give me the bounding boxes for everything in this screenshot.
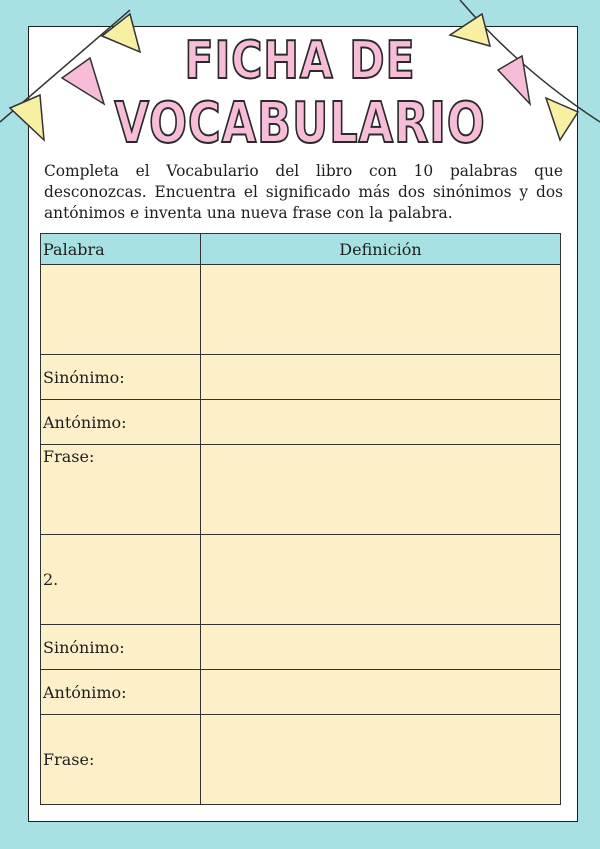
synonym-label-cell[interactable]: Sinónimo: [41, 625, 201, 670]
sentence-label-cell[interactable]: Frase: [41, 715, 201, 805]
table-row [41, 535, 561, 625]
table-row [41, 625, 561, 670]
sentence-cell[interactable] [201, 445, 561, 535]
vocabulary-table [40, 233, 561, 805]
table-row [41, 265, 561, 355]
flag-left-1 [10, 95, 44, 140]
table-header-row [41, 234, 561, 265]
table-row [41, 400, 561, 445]
title-line-1: FICHA DE [184, 31, 416, 91]
definition-cell[interactable] [201, 535, 561, 625]
table-row [41, 670, 561, 715]
header-word: Palabra [41, 234, 201, 265]
synonym-cell[interactable] [201, 625, 561, 670]
title-line-2: VOCABULARIO [114, 91, 486, 156]
sentence-cell[interactable] [201, 715, 561, 805]
antonym-label-cell[interactable]: Antónimo: [41, 670, 201, 715]
header-definition: Definición [201, 234, 561, 265]
antonym-label-cell[interactable]: Antónimo: [41, 400, 201, 445]
table-row [41, 715, 561, 805]
synonym-label-cell[interactable]: Sinónimo: [41, 355, 201, 400]
antonym-cell[interactable] [201, 670, 561, 715]
instructions-text: Completa el Vocabulario del libro con 10 palabras que desconozcas. Encuentra el significado más dos sinónimos y dos antónimos e inventa una nueva frase con la palabra. [44, 162, 563, 222]
antonym-cell[interactable] [201, 400, 561, 445]
sentence-label-cell[interactable]: Frase: [41, 445, 201, 535]
word-cell[interactable]: 2. [41, 535, 201, 625]
definition-cell[interactable] [201, 265, 561, 355]
table-row [41, 445, 561, 535]
synonym-cell[interactable] [201, 355, 561, 400]
word-cell[interactable] [41, 265, 201, 355]
table-row [41, 355, 561, 400]
